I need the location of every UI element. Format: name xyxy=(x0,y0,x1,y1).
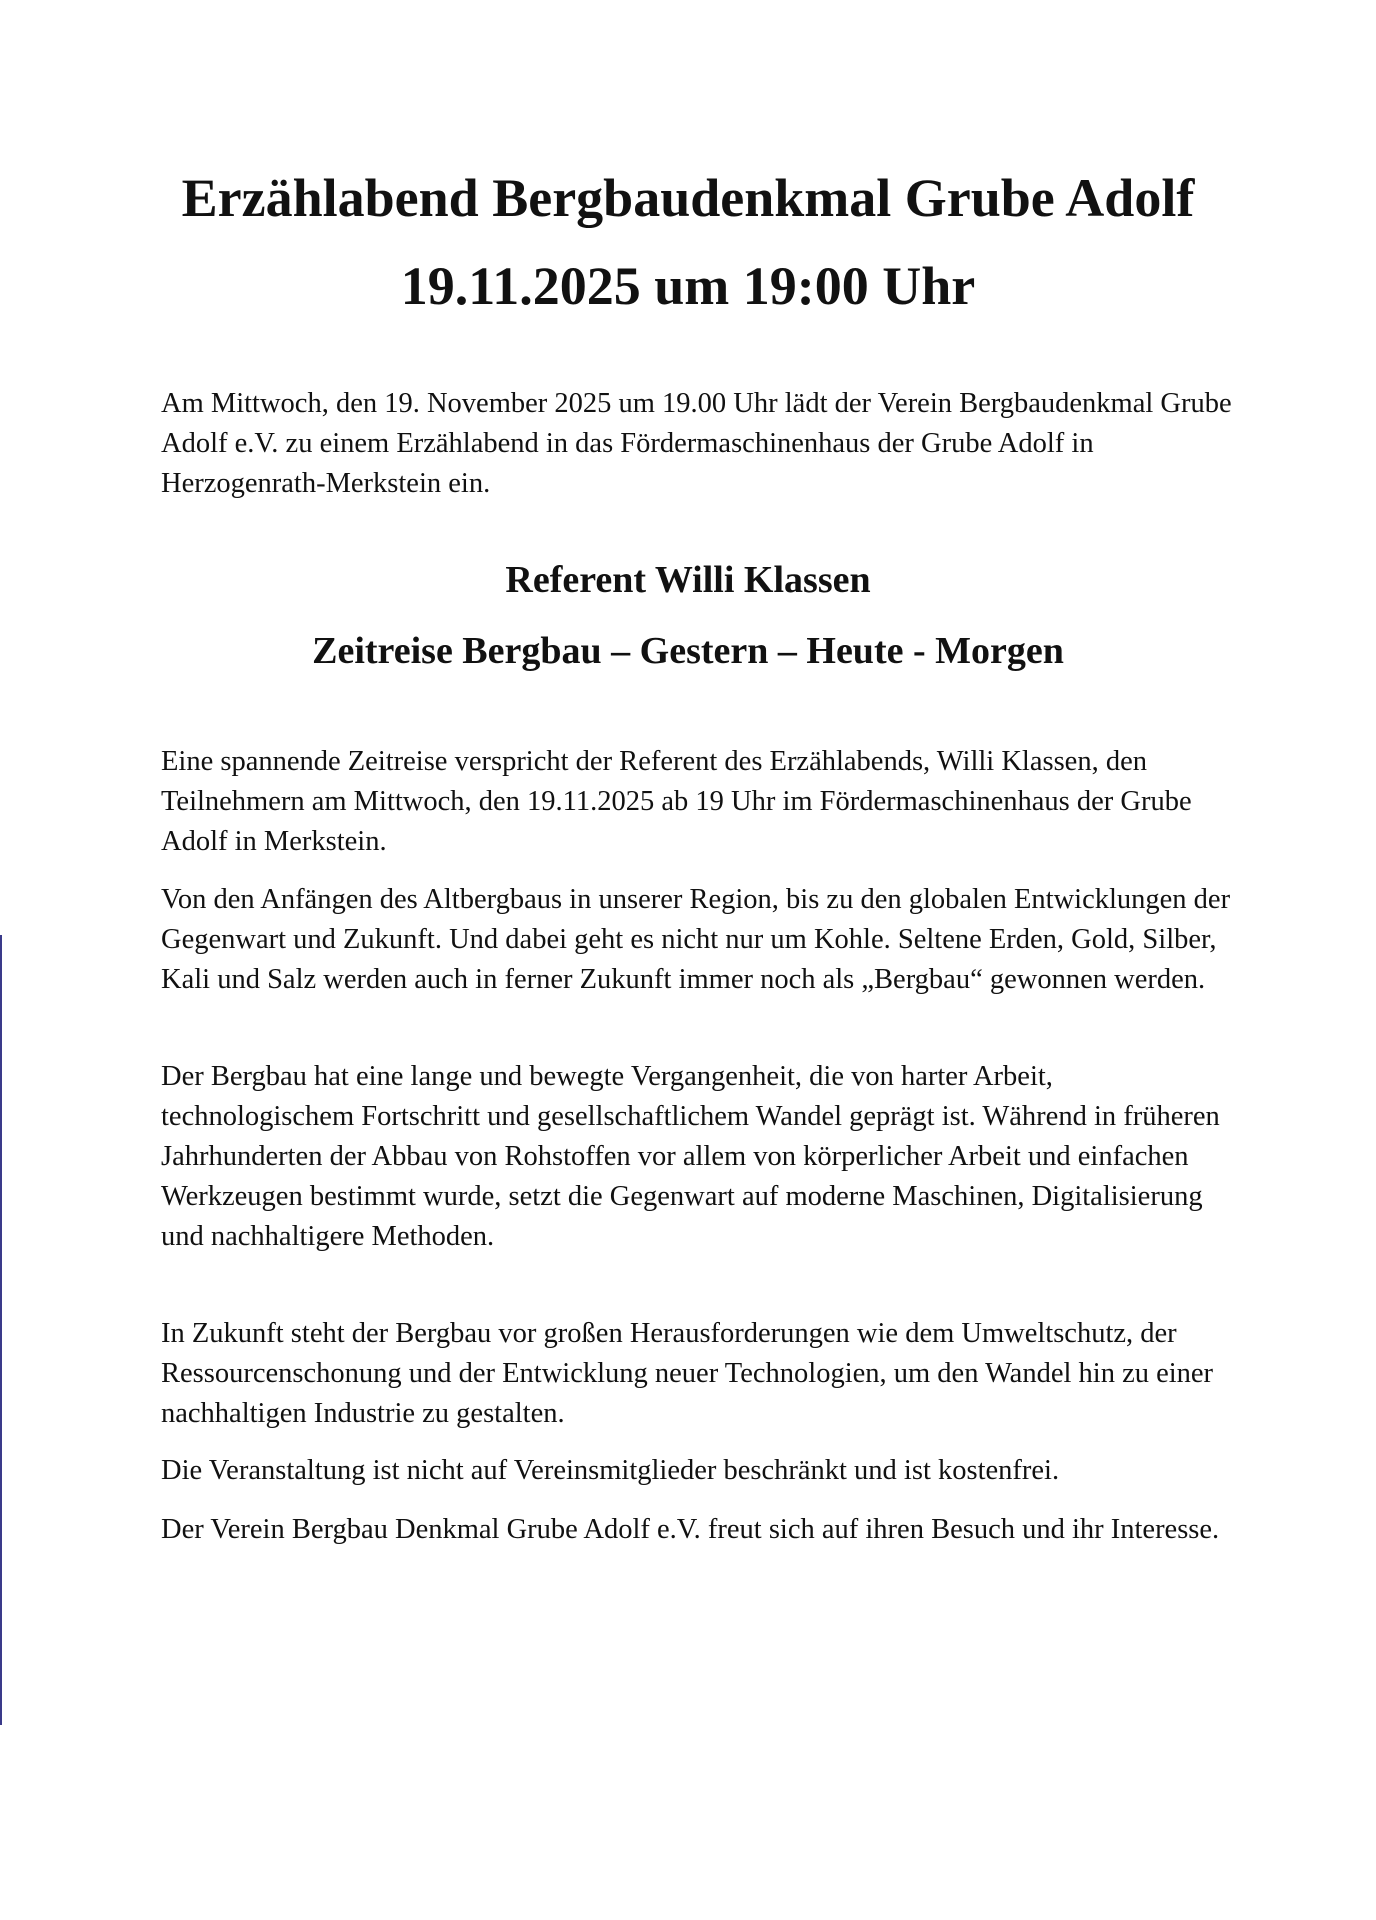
topic-heading: Zeitreise Bergbau – Gestern – Heute - Morgen xyxy=(312,630,1064,672)
body-paragraph: Der Bergbau hat eine lange und bewegte Vergangenheit, die von harter Arbeit, technologischem Fortschritt und gesellschaftlichem Wandel geprägt ist. Während in früheren Jahrhunderten der Abbau von Rohstoffen vor allem von körperlicher Arbeit und einfachen Werkzeugen bestimmt wurde, setzt die Gegenwart auf moderne Maschinen, Digitalisierung und nachhaltigere Methoden. xyxy=(161,1061,1220,1252)
intro-paragraph: Am Mittwoch, den 19. November 2025 um 19.00 Uhr lädt der Verein Bergbaudenkmal Grube Adolf e.V. zu einem Erzählabend in das Fördermaschinenhaus der Grube Adolf in Herzogenrath-Merkstein ein. xyxy=(161,388,1232,499)
speaker-heading: Referent Willi Klassen xyxy=(505,559,871,601)
event-datetime: 19.11.2025 um 19:00 Uhr xyxy=(400,256,976,316)
body-paragraph: Von den Anfängen des Altbergbaus in unserer Region, bis zu den globalen Entwicklungen der Gegenwart und Zukunft. Und dabei geht es nicht nur um Kohle. Seltene Erden, Gold, Silber, Kali und Salz werden auch in ferner Zukunft immer noch als „Bergbau“ gewonnen werden. xyxy=(161,884,1231,995)
document-title: Erzählabend Bergbaudenkmal Grube Adolf xyxy=(181,168,1195,228)
body-paragraph: Die Veranstaltung ist nicht auf Vereinsmitglieder beschränkt und ist kostenfrei. xyxy=(161,1455,1060,1486)
body-paragraph: In Zukunft steht der Bergbau vor großen Herausforderungen wie dem Umweltschutz, der Ressourcenschonung und der Entwicklung neuer Technologien, um den Wandel hin zu einer nachhaltigen Industrie zu gestalten. xyxy=(161,1318,1214,1429)
body-paragraph: Eine spannende Zeitreise verspricht der Referent des Erzählabends, Willi Klassen, den Teilnehmern am Mittwoch, den 19.11.2025 ab 19 Uhr im Fördermaschinenhaus der Grube Adolf in Merkstein. xyxy=(161,746,1192,857)
closing-paragraph: Der Verein Bergbau Denkmal Grube Adolf e.V. freut sich auf ihren Besuch und ihr Interesse. xyxy=(161,1514,1220,1545)
page-edge-line xyxy=(0,935,2,1725)
